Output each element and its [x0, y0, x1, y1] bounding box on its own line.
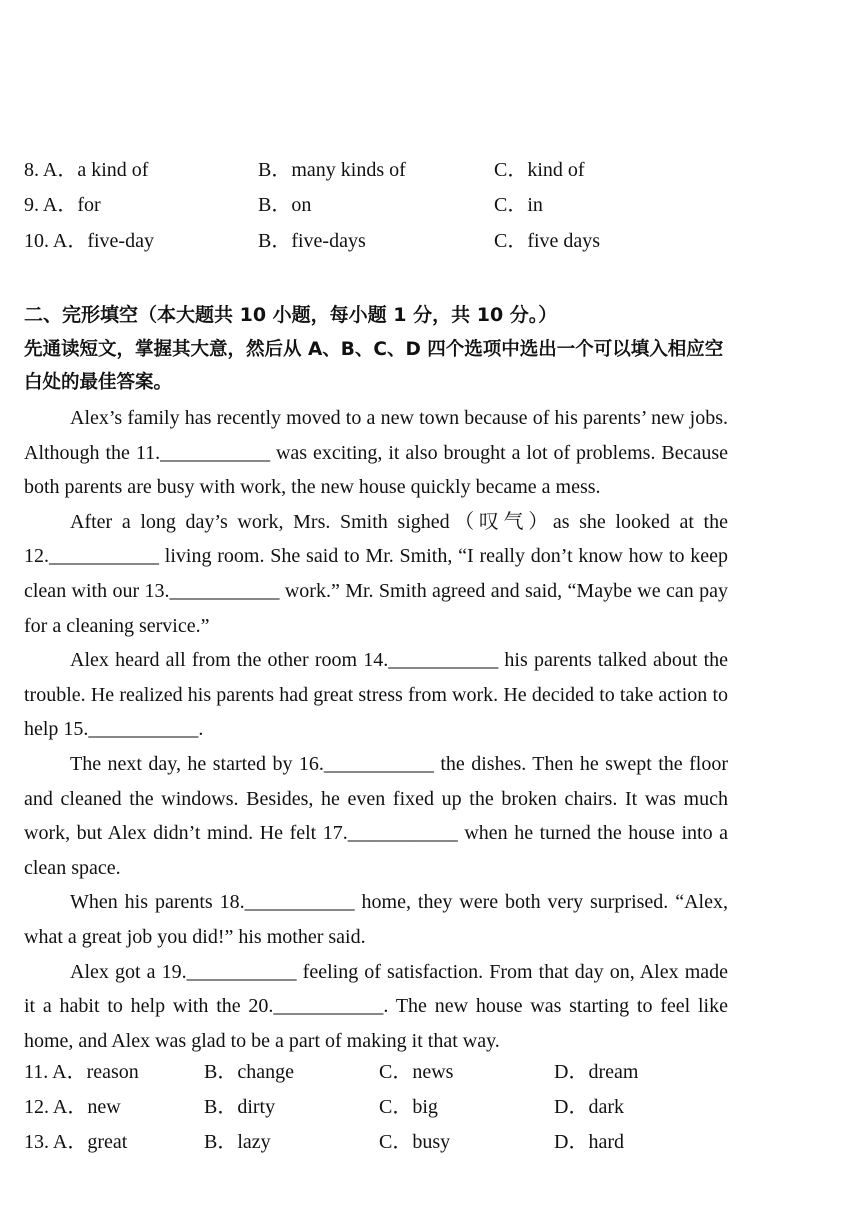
option-8a: 8. A．a kind of	[24, 159, 149, 181]
passage-paragraph: Alex got a 19.___________ feeling of satisfaction. From that day on, Alex made it a habit to help with the 20.___________. The new house was starting to feel like home, and Alex was glad to be a part of making it that way.	[24, 960, 728, 1052]
question-11-choices	[24, 1057, 824, 1092]
choice-13b: B．lazy	[204, 1131, 271, 1153]
option-9a: 9. A．for	[24, 194, 101, 216]
choice-13c: C．busy	[379, 1131, 451, 1153]
choice-13d: D．hard	[554, 1131, 624, 1153]
option-9b: B．on	[258, 194, 312, 216]
cloze-passage	[24, 401, 728, 1058]
section-heading: 二、完形填空（本大题共 10 小题，每小题 1 分，共 10 分。）	[24, 304, 558, 326]
question-12-choices	[24, 1092, 824, 1127]
option-10c: C．five days	[494, 230, 601, 252]
choice-11a: 11. A．reason	[24, 1061, 139, 1083]
question-8-options	[24, 155, 824, 185]
choice-12a: 12. A．new	[24, 1096, 121, 1118]
choice-11d: D．dream	[554, 1061, 639, 1083]
option-10a: 10. A．five-day	[24, 230, 154, 252]
passage-paragraph: When his parents 18.___________ home, they were both very surprised. “Alex, what a great job you did!” his mother said.	[24, 891, 728, 948]
choice-12c: C．big	[379, 1096, 438, 1118]
passage-paragraph: The next day, he started by 16.___________ the dishes. Then he swept the floor and cleaned the windows. Besides, he even fixed up the broken chairs. It was much work, but Alex didn’t mind. He felt 17.___________ when he turned the house into a clean space.	[24, 752, 728, 879]
choice-11c: C．news	[379, 1061, 454, 1083]
choice-11b: B．change	[204, 1061, 294, 1083]
choice-12b: B．dirty	[204, 1096, 276, 1118]
question-13-choices	[24, 1127, 824, 1162]
passage-paragraph: Alex heard all from the other room 14.___________ his parents talked about the trouble. He realized his parents had great stress from work. He decided to take action to help 15.___________.	[24, 649, 728, 741]
choice-12d: D．dark	[554, 1096, 624, 1118]
answer-choices	[24, 1057, 824, 1162]
section-instruction: 先通读短文，掌握其大意，然后从 A、B、C、D 四个选项中选出一个可以填入相应空白处的最佳答案。	[24, 339, 724, 393]
option-8c: C．kind of	[494, 159, 585, 181]
option-9c: C．in	[494, 194, 543, 216]
passage-paragraph: Alex’s family has recently moved to a new town because of his parents’ new jobs. Although the 11.___________ was exciting, it also brought a lot of problems. Because both parents are busy with work, the new house quickly became a mess.	[24, 407, 728, 499]
option-10b: B．five-days	[258, 230, 366, 252]
passage-paragraph: After a long day’s work, Mrs. Smith sighed（叹气）as she looked at the 12.___________ living room. She said to Mr. Smith, “I really don’t know how to keep clean with our 13.___________ work.” Mr. Smith agreed and said, “Maybe we can pay for a cleaning service.”	[24, 510, 728, 637]
choice-13a: 13. A．great	[24, 1131, 128, 1153]
question-9-options	[24, 190, 824, 220]
question-10-options	[24, 226, 824, 256]
option-8b: B．many kinds of	[258, 159, 406, 181]
